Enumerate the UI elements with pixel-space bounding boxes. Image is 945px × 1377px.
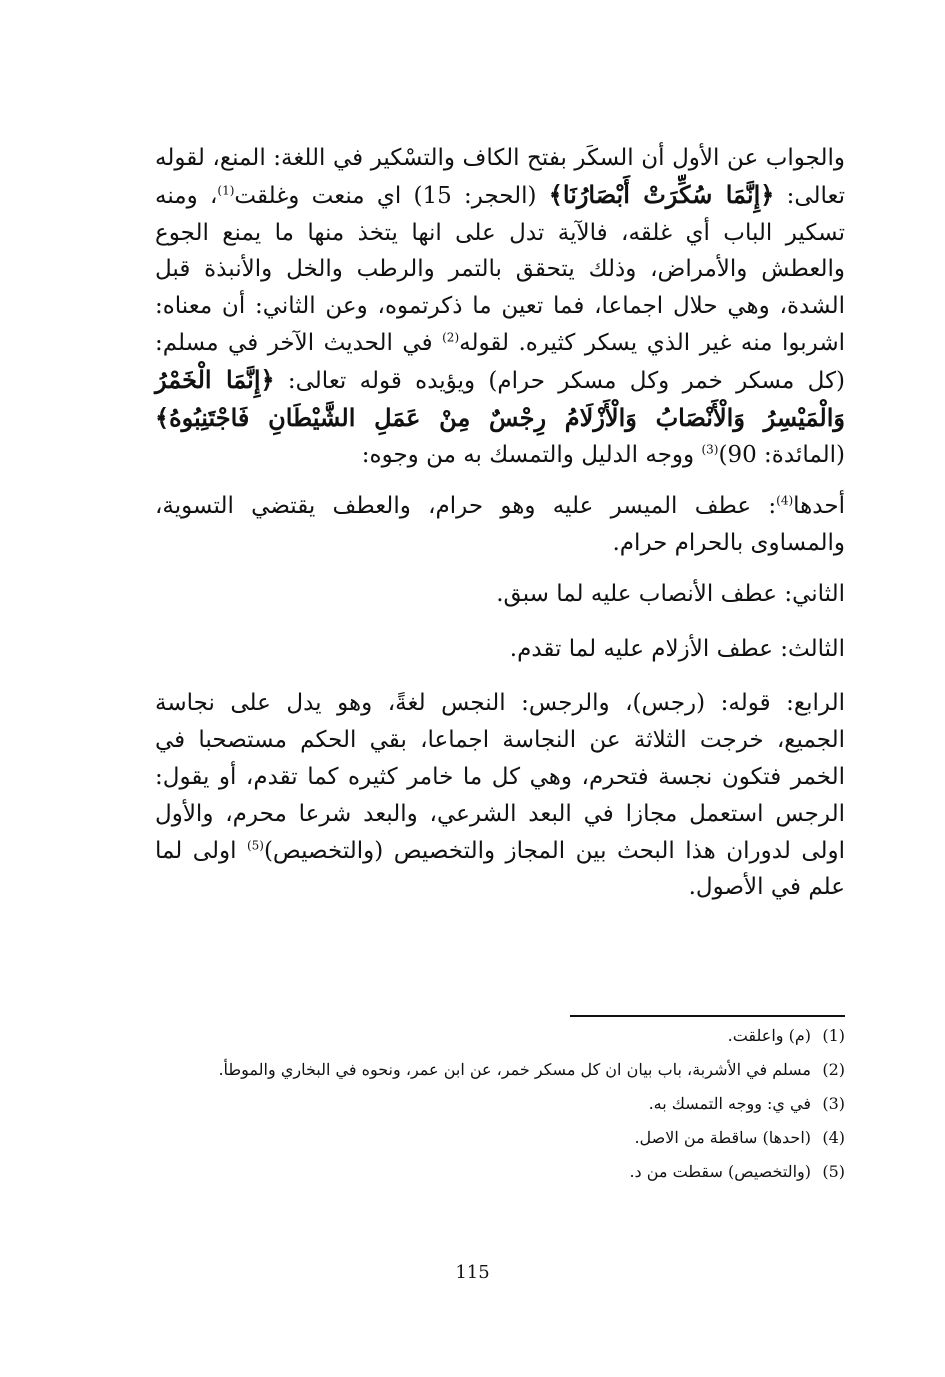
footnote-text: في ي: ووجه التمسك به. <box>648 1094 811 1113</box>
p1-text-c: ، ومنه تسكير الباب أي غلقه، فالآية تدل على انها يتخذ منها ما يمنع الجوع والعطش والأمراض، وذلك يتحقق بالتمر والرطب والخل والأنبذة قبل الشدة، وهي حلال اجماعا، فما تعين ما ذكرتموه، وعن الثاني: أن معناه: اشربوا منه غير الذي يسكر كثيره. لقوله <box>155 182 845 356</box>
footnote-text: مسلم في الأشربة، باب بيان ان كل مسكر خمر، عن ابن عمر، ونحوه في البخاري والموطأ. <box>218 1060 811 1079</box>
footnote-1 <box>170 1022 845 1049</box>
p5-text-b: اولى لما علم في الأصول. <box>155 837 845 901</box>
page-number: 115 <box>455 1262 490 1283</box>
p1-text-a: والجواب عن الأول أن السكَر بفتح الكاف والتسْكير في اللغة: المنع، لقوله تعالى: <box>155 145 846 209</box>
footnote-5 <box>170 1158 845 1185</box>
p1-text-f: ووجه الدليل والتمسك به من وجوه: <box>361 442 702 469</box>
footnote-text: (م) واعلقت. <box>727 1026 811 1045</box>
page-body <box>155 140 845 920</box>
paragraph-3: الثاني: عطف الأنصاب عليه لما سبق. <box>496 580 845 607</box>
footnote-2 <box>170 1056 845 1083</box>
footnote-text: (احدها) ساقطة من الاصل. <box>634 1128 811 1147</box>
footnote-number: (2) <box>822 1060 845 1079</box>
paragraph-1 <box>155 140 845 474</box>
footnote-separator <box>570 1015 845 1017</box>
footnote-number: (5) <box>822 1162 845 1181</box>
p5-text-a: الرابع: قوله: (رجس)، والرجس: النجس لغةً، وهو يدل على نجاسة الجميع، خرجت الثلاثة عن النجاسة اجماعا، بقي الحكم مستصحبا في الخمر فتكون نجسة فتحرم، وهي كل ما خامر كثيره كما تقدم، أو يقول: الرجس استعمل مجازا في البعد الشرعي، والبعد شرعا محرم، والأول اولى لدوران هذا البحث بين المجاز والتخصيص (والتخصيص) <box>155 690 845 864</box>
footnote-ref-4: (4) <box>776 493 794 508</box>
footnote-ref-2: (2) <box>442 330 460 345</box>
p1-text-d: في الحديث الآخر في مسلم: (كل مسكر خمر وكل مسكر حرام) ويؤيده قوله تعالى: <box>155 329 846 394</box>
footnotes <box>170 1022 845 1192</box>
footnote-number: (4) <box>822 1128 845 1147</box>
p1-text-e: (المائدة: 90) <box>718 442 845 469</box>
footnote-ref-5: (5) <box>246 837 264 852</box>
paragraph-4: الثالث: عطف الأزلام عليه لما تقدم. <box>509 635 845 662</box>
footnote-ref-3: (3) <box>701 442 719 457</box>
footnote-3 <box>170 1090 845 1117</box>
footnote-number: (1) <box>822 1026 845 1045</box>
p1-text-b: (الحجر: 15) اي منعت وغلقت <box>234 182 549 209</box>
footnote-text: (والتخصيص) سقطت من د. <box>629 1162 811 1181</box>
footnote-ref-1: (1) <box>217 183 235 198</box>
p2-text-b: : عطف الميسر عليه وهو حرام، والعطف يقتضي التسوية، والمساوى بالحرام حرام. <box>155 493 845 556</box>
paragraph-2 <box>155 488 845 562</box>
quran-verse-1: ﴿إِنَّمَا سُكِّرَتْ أَبْصَارُنَا﴾ <box>548 179 775 209</box>
quran-verse-2: ﴿إِنَّمَا الْخَمْرُ وَالْمَيْسِرُ وَالْأَنْصَابُ وَالْأَزْلَامُ رِجْسٌ مِنْ عَمَلِ الشَّيْطَانِ فَاجْتَنِبُوهُ﴾ <box>155 364 845 432</box>
paragraph-5 <box>155 685 845 906</box>
footnote-4 <box>170 1124 845 1151</box>
p2-text-a: أحدها <box>793 493 845 520</box>
footnote-number: (3) <box>822 1094 845 1113</box>
